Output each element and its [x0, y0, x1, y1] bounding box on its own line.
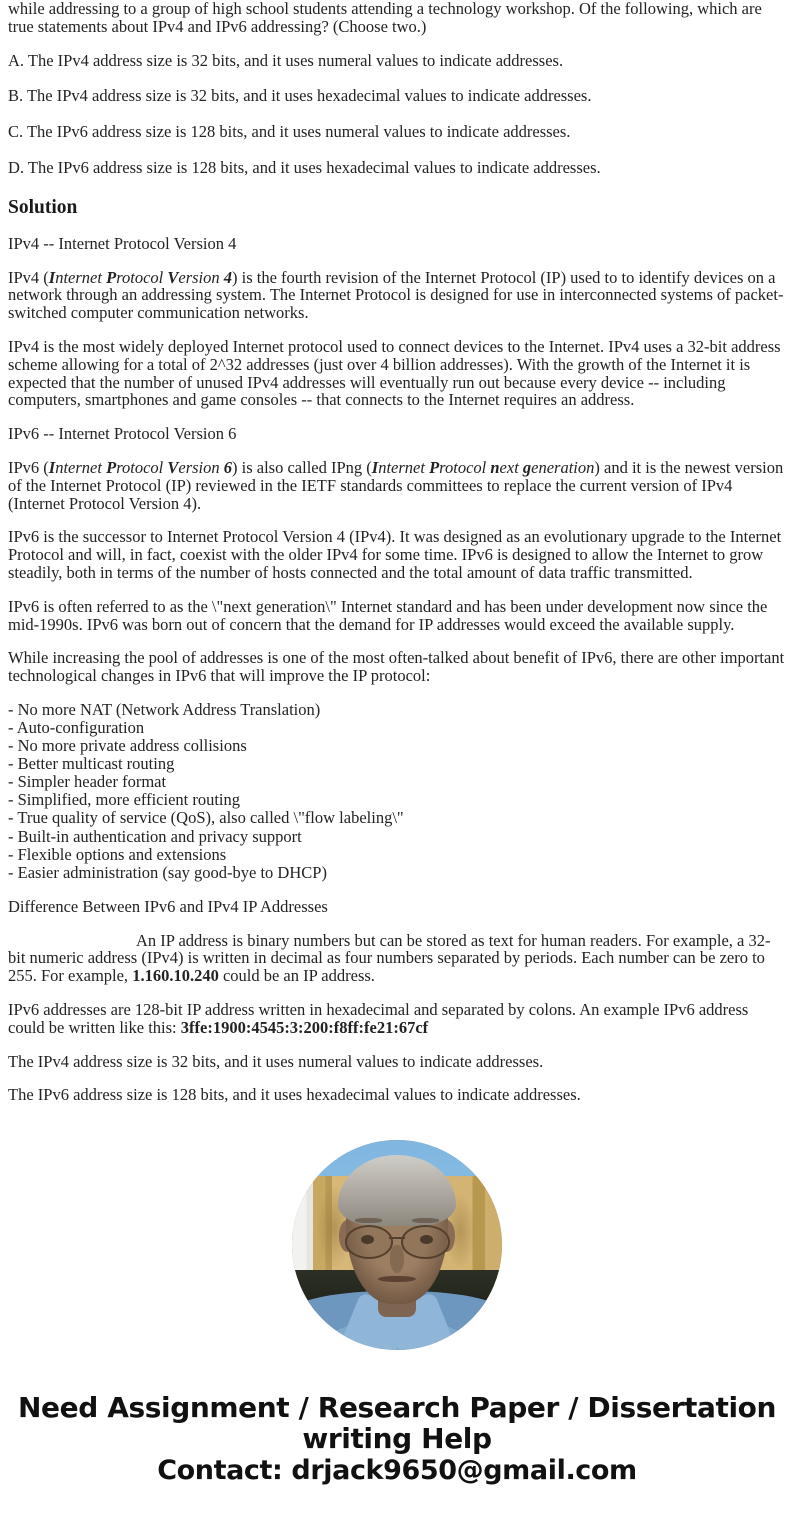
ipv4-em-cap-4: 4: [223, 267, 233, 287]
choice-c: C. The IPv6 address size is 128 bits, and it uses numeral values to indicate addresses.: [8, 122, 571, 142]
avatar-eyebrow-left: [355, 1218, 382, 1223]
promo-contact-email[interactable]: Contact: drjack9650@gmail.com: [157, 1455, 637, 1487]
list-item: - Easier administration (say good-bye to DHCP): [8, 862, 327, 882]
ipv6-em2-cap-2: P: [429, 457, 440, 477]
ipv6-em2-cap-3: n: [490, 457, 500, 477]
ipv6-example-address: 3ffe:1900:4545:3:200:f8ff:fe21:67cf: [180, 1017, 429, 1037]
ipv6-em1-cap-3: V: [167, 457, 179, 477]
ip-address-text-after: could be an IP address.: [218, 966, 375, 986]
solution-heading: Solution: [8, 196, 78, 218]
ipv4-title: IPv4 -- Internet Protocol Version 4: [8, 233, 237, 253]
ipv6-em2-rest-3: ext: [499, 457, 523, 477]
ipv6-em2-cap-4: g: [522, 457, 532, 477]
ipv6-address-explanation: [8, 1001, 786, 1037]
ipv4-em-rest-3: ersion: [178, 267, 224, 287]
list-item: - Auto-configuration: [8, 718, 145, 738]
ipv6-em1-cap-1: I: [48, 457, 56, 477]
promo-banner: [8, 1392, 786, 1486]
avatar-lens-left: [345, 1225, 393, 1258]
list-item: - Simplified, more efficient routing: [8, 790, 241, 810]
ipv4-def-tail: ) is the fourth revision of the Internet Protocol (IP) used to to identify devices on a network through an addressing system. The Internet Protocol is designed for use in interconnected systems of packet-switched computer communication networks.: [8, 267, 784, 323]
promo-line-2: writing Help: [302, 1422, 492, 1456]
benefits-intro: While increasing the pool of addresses is one of the most often-talked about benefit of IPv6, there are other important technological changes in IPv6 that will improve the IP protocol:: [8, 648, 785, 686]
ipv4-em-cap-2: P: [106, 267, 117, 287]
avatar-container: [8, 1140, 786, 1350]
list-item: - Built-in authentication and privacy support: [8, 826, 302, 846]
ipv6-description-2: IPv6 is often referred to as the \"next generation\" Internet standard and has been under development now since the mid-1990s. IPv6 was born out of concern that the demand for IP addresses would exceed the available supply.: [8, 596, 768, 634]
avatar-nose: [390, 1245, 405, 1272]
ipv6-def-lead: IPv6 (: [8, 457, 49, 477]
ipv4-em-rest-2: rotocol: [116, 267, 168, 287]
ipv6-em1-cap-4: 6: [223, 457, 233, 477]
list-item: - No more NAT (Network Address Translation): [8, 699, 321, 719]
list-item: - Better multicast routing: [8, 754, 175, 774]
ip-address-text-before: An IP address is binary numbers but can be stored as text for human readers. For example, a 32-bit numeric address (IPv4) is written in decimal as four numbers separated by periods. Each number can be zero to 255. For example,: [8, 930, 771, 986]
list-item: - No more private address collisions: [8, 736, 247, 756]
ipv6-em1-rest-2: rotocol: [116, 457, 168, 477]
avatar-lens-right: [401, 1225, 449, 1258]
ipv6-def-tail: ) and it is the newest version of the Internet Protocol (IP) reviewed in the IETF standards committees to replace the current version of IPv4 (Internet Protocol Version 4).: [8, 457, 784, 513]
ipv6-em1-cap-2: P: [106, 457, 117, 477]
choice-b: B. The IPv4 address size is 32 bits, and it uses hexadecimal values to indicate addresses.: [8, 86, 592, 106]
ipv6-address-text-before: IPv6 addresses are 128-bit IP address written in hexadecimal and separated by colons. An example IPv6 address could be written like this:: [8, 1000, 749, 1037]
ipv4-example-address: 1.160.10.240: [132, 966, 219, 986]
ipv6-em2-rest-4: eneration: [531, 457, 595, 477]
avatar: [292, 1140, 502, 1350]
list-item: - True quality of service (QoS), also called \"flow labeling\": [8, 808, 404, 828]
ip-address-explanation: [8, 932, 786, 985]
difference-title: Difference Between IPv6 and IPv4 IP Addresses: [8, 896, 328, 916]
ipv6-em2-cap-1: I: [371, 457, 379, 477]
ipv4-description: IPv4 is the most widely deployed Internet protocol used to connect devices to the Internet. IPv4 uses a 32-bit address scheme allowing for a total of 2^32 addresses (just over 4 billion addresses). With the growth of the Internet it is expected that the number of unused IPv4 addresses will eventually run out because every device -- including computers, smartphones and game consoles -- that connects to the Internet requires an address.: [8, 336, 781, 410]
choice-a: A. The IPv4 address size is 32 bits, and it uses numeral values to indicate addresses.: [8, 50, 564, 70]
question-stem: while addressing to a group of high school students attending a technology workshop. Of the following, which are true statements about IPv4 and IPv6 addressing? (Choose two.): [8, 0, 762, 36]
ipv4-definition: [8, 269, 786, 322]
ipv6-em1-rest-1: nternet: [55, 457, 107, 477]
avatar-glasses-bridge: [389, 1237, 406, 1239]
ipv6-em2-rest-2: rotocol: [439, 457, 491, 477]
promo-line-1: Need Assignment / Research Paper / Dissertation: [18, 1391, 777, 1425]
ipv6-definition: [8, 459, 786, 512]
choice-d: D. The IPv6 address size is 128 bits, and it uses hexadecimal values to indicate addresses.: [8, 157, 601, 177]
answer-ipv6: The IPv6 address size is 128 bits, and it uses hexadecimal values to indicate addresses.: [8, 1085, 581, 1105]
list-item: - Simpler header format: [8, 772, 167, 792]
ipv6-em2-rest-1: nternet: [378, 457, 430, 477]
ipv6-def-mid: ) is also called IPng (: [232, 457, 372, 477]
avatar-eyebrow-right: [412, 1218, 439, 1223]
ipv4-def-lead: IPv4 (: [8, 267, 49, 287]
answer-ipv4: The IPv4 address size is 32 bits, and it uses numeral values to indicate addresses.: [8, 1051, 544, 1071]
list-item: - Flexible options and extensions: [8, 844, 227, 864]
ipv4-em-rest-1: nternet: [55, 267, 107, 287]
benefits-list: [8, 701, 786, 882]
ipv6-description-1: IPv6 is the successor to Internet Protocol Version 4 (IPv4). It was designed as an evolutionary upgrade to the Internet Protocol and will, in fact, coexist with the older IPv4 for some time. IPv6 is designed to allow the Internet to grow steadily, both in terms of the number of hosts connected and the total amount of data traffic transmitted.: [8, 527, 782, 582]
ipv6-em1-rest-3: ersion: [178, 457, 224, 477]
ipv4-em-cap-3: V: [167, 267, 179, 287]
ipv6-title: IPv6 -- Internet Protocol Version 6: [8, 424, 237, 444]
ipv4-em-cap-1: I: [48, 267, 56, 287]
